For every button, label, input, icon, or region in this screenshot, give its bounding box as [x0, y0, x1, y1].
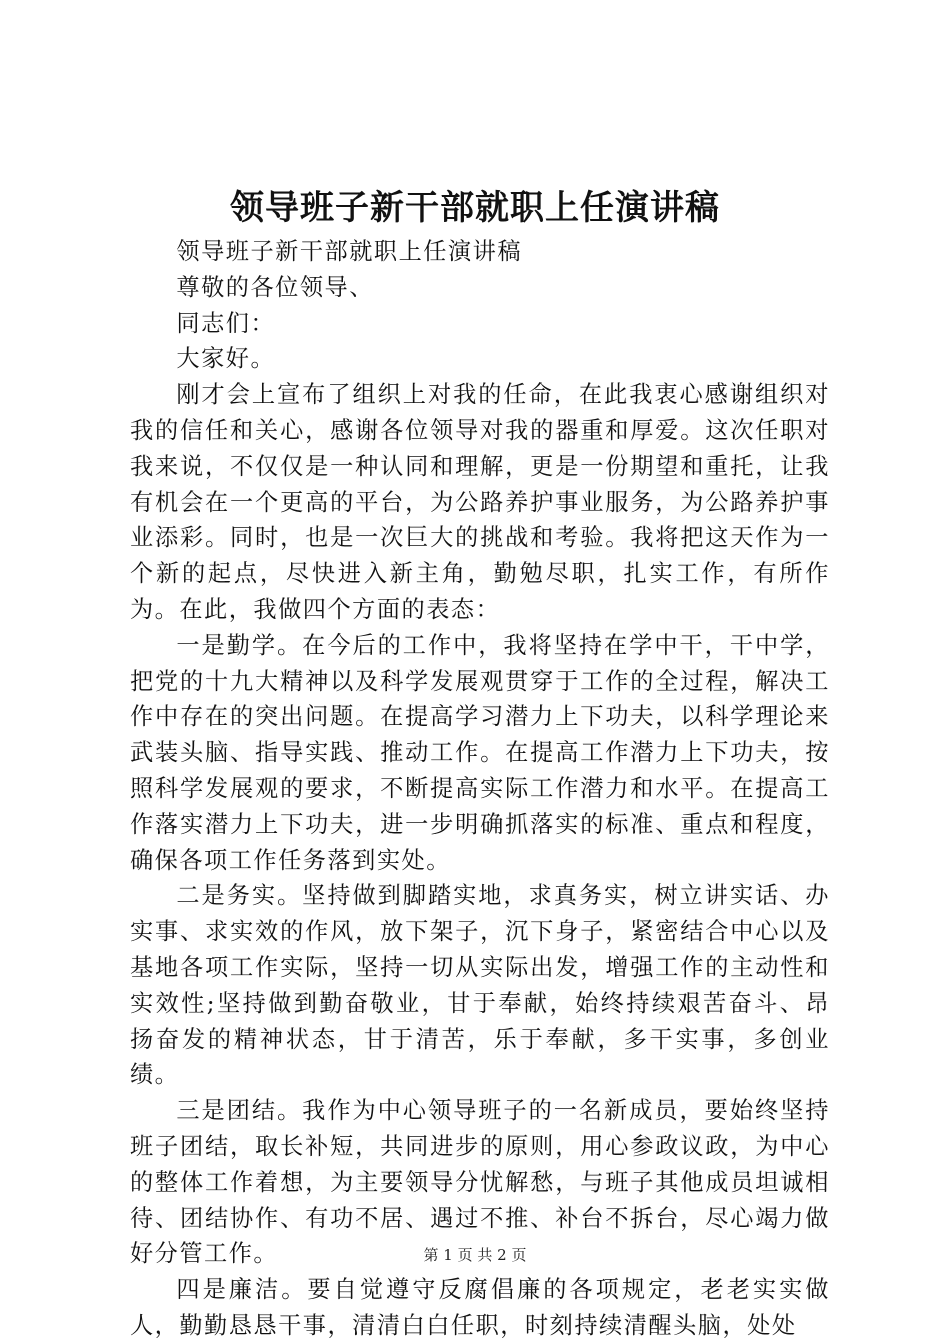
paragraph-point-unity: 三是团结。我作为中心领导班子的一名新成员，要始终坚持班子团结，取长补短，共同进步的原则，用心参政议政，为中心的整体工作着想，为主要领导分忧解愁，与班子其他成员坦诚相待、团结协作、有功不居、遇过不推、补台不拆台，尽心竭力做好分管工作。: [130, 1097, 830, 1268]
paragraph-intro: 刚才会上宣布了组织上对我的任命，在此我衷心感谢组织对我的信任和关心，感谢各位领导对我的器重和厚爱。这次任职对我来说，不仅仅是一种认同和理解，更是一份期望和重托，让我有机会在一个更高的平台，为公路养护事业服务，为公路养护事业添彩。同时，也是一次巨大的挑战和考验。我将把这天作为一个新的起点，尽快进入新主角，勤勉尽职，扎实工作，有所作为。在此，我做四个方面的表态：: [130, 381, 830, 623]
paragraph-heading-repeat: 领导班子新干部就职上任演讲稿: [176, 238, 523, 265]
paragraph-point-practical: 二是务实。坚持做到脚踏实地，求真务实，树立讲实话、办实事、求实效的作风，放下架子，沉下身子，紧密结合中心以及基地各项工作实际，坚持一切从实际出发，增强工作的主动性和实效性;坚持做到勤奋敬业，甘于奉献，始终持续艰苦奋斗、昂扬奋发的精神状态，甘于清苦，乐于奉献，多干实事，多创业绩。: [130, 882, 830, 1089]
paragraph-greeting: 大家好。: [176, 345, 276, 373]
paragraph-salutation: 尊敬的各位领导、: [176, 273, 374, 301]
page-number-footer: 第 1 页 共 2 页: [423, 1246, 527, 1264]
document-body: [130, 234, 830, 1344]
document-title: 领导班子新干部就职上任演讲稿: [230, 188, 720, 228]
paragraph-point-study: 一是勤学。在今后的工作中，我将坚持在学中干，干中学，把党的十九大精神以及科学发展观贯穿于工作的全过程，解决工作中存在的突出问题。在提高学习潜力上下功夫，以科学理论来武装头脑、指导实践、推动工作。在提高工作潜力上下功夫，按照科学发展观的要求，不断提高实际工作潜力和水平。在提高工作落实潜力上下功夫，进一步明确抓落实的标准、重点和程度，确保各项工作任务落到实处。: [130, 631, 830, 874]
paragraph-point-integrity: 四是廉洁。要自觉遵守反腐倡廉的各项规定，老老实实做人，勤勤恳恳干事，清清白白任职，时刻持续清醒头脑，处处: [130, 1276, 830, 1339]
paragraph-salutation-comrades: 同志们：: [176, 309, 276, 337]
